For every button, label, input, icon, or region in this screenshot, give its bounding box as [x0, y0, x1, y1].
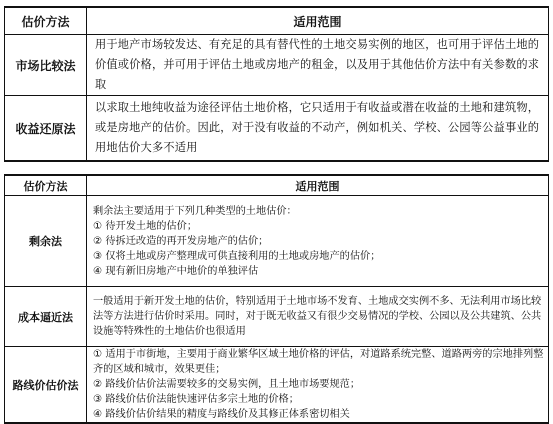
table-header-row [5, 7, 549, 35]
valuation-methods-table-1 [4, 6, 549, 162]
scope-line: ① 待开发土地的估价； [93, 220, 198, 232]
method-name: 路线价估价法 [5, 347, 87, 424]
scope-line: ③ 路线价估价法能快速评估多宗土地的价格； [93, 394, 299, 405]
scope-line: 剩余法主要适用于下列几种类型的土地估价： [93, 205, 297, 217]
method-name: 成本逼近法 [5, 287, 87, 347]
scope-paragraph: 一般适用于新开发土地的估价，特别适用于土地市场不发育、土地成交实例不多、无法利用市场比较法等方法进行估价时采用。同时，对于既无收益又有很少交易情况的学校、公园以及公共建筑、公共设施等特殊性的土地估价也很适用 [93, 296, 542, 337]
header-method: 估价方法 [5, 175, 87, 196]
table-row-income-capitalization [5, 96, 549, 162]
method-name: 市场比较法 [5, 35, 87, 96]
table-header-row [5, 175, 549, 196]
method-scope: 用于地产市场较发达、有充足的具有替代性的土地交易实例的地区，也可用于评估土地的价值或价格，并可用于评估土地或房地产的租金，以及用于其他估价方法中有关参数的求取 [87, 35, 549, 96]
table-row-residual-method [5, 196, 549, 287]
method-scope [87, 347, 549, 424]
scope-line: ② 待拆迁改造的再开发房地产的估价； [93, 235, 269, 247]
header-method: 估价方法 [5, 7, 87, 35]
method-scope [87, 287, 549, 347]
method-name: 剩余法 [5, 196, 87, 287]
table-row-market-comparison [5, 35, 549, 96]
scope-line: ② 路线价估价法需要较多的交易实例，且土地市场要规范； [93, 379, 361, 390]
scope-line: ④ 路线价估价结果的精度与路线价及其修正体系密切相关 [93, 409, 350, 420]
method-scope: 以求取土地纯收益为途径评估土地价格，它只适用于有收益或潜在收益的土地和建筑物，或是房地产的估价。因此，对于没有收益的不动产，例如机关、学校、公园等公益事业的用地估价大多不适用 [87, 96, 549, 162]
method-scope [87, 196, 549, 287]
method-name: 收益还原法 [5, 96, 87, 162]
table-row-cost-approach [5, 287, 549, 347]
scope-line: ④ 现有新旧房地产中地价的单独评估 [93, 265, 259, 277]
header-scope: 适用范围 [87, 7, 549, 35]
header-scope: 适用范围 [87, 175, 549, 196]
scope-line: ③ 仅将土地或房产整理成可供直接利用的土地或房地产的估价； [93, 250, 381, 262]
valuation-methods-table-2 [4, 174, 549, 424]
scope-line: ① 适用于市街地，主要用于商业繁华区域土地价格的评估，对道路系统完整、道路两旁的宗地排列整齐的区域和城市，效果更佳； [93, 349, 544, 375]
table-row-road-line-price [5, 347, 549, 424]
